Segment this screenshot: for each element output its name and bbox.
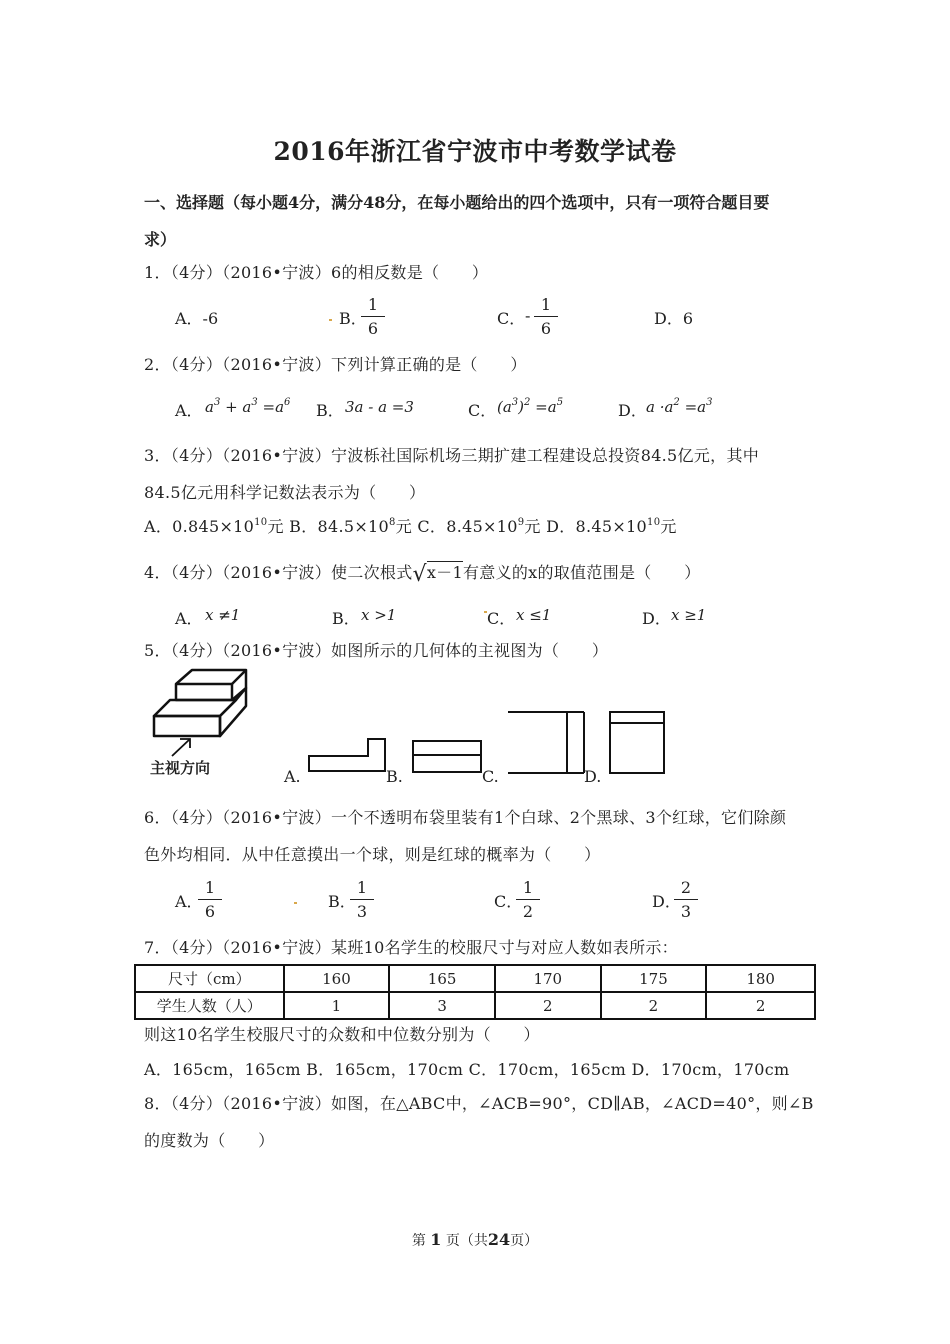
q2-option-d-expression: $a \cdot a^2 =a^3$ bbox=[646, 397, 713, 416]
footer-middle: 页（共 bbox=[445, 1233, 488, 1249]
q6-option-a-fraction bbox=[198, 880, 222, 920]
q5-option-a-label: A. bbox=[284, 767, 301, 786]
fraction-denominator: 3 bbox=[356, 902, 368, 921]
table-header-cell: 尺寸（cm） bbox=[135, 965, 284, 992]
q2-option-d-label: D． bbox=[618, 401, 647, 420]
page-number: 1 bbox=[430, 1230, 442, 1249]
fraction-numerator: 1 bbox=[361, 297, 385, 317]
question-3-line1: 3．（4分）（2016•宁波）宁波栎社国际机场三期扩建工程建设总投资84.5亿元，其中 bbox=[144, 446, 760, 465]
q1-option-c-fraction bbox=[534, 297, 558, 337]
q2-option-a-label: A． bbox=[175, 401, 203, 420]
q2-option-c-label: C． bbox=[468, 401, 497, 420]
q5-option-b-figure bbox=[410, 738, 484, 776]
geometric-solid-figure bbox=[148, 666, 258, 746]
yuan-unit: 元 bbox=[267, 517, 284, 536]
question-2-stem: 2．（4分）（2016•宁波）下列计算正确的是（ ） bbox=[144, 355, 527, 374]
q5-option-b-label: B. bbox=[386, 767, 403, 786]
q1-option-d: D．6 bbox=[654, 309, 694, 328]
view-direction-label: 主视方向 bbox=[150, 759, 211, 777]
section-heading-line2: 求） bbox=[144, 230, 177, 249]
q4-option-c-label: C． bbox=[487, 609, 516, 628]
q3-option-a-exponent: 10 bbox=[254, 517, 268, 528]
question-3-line2: 84.5亿元用科学记数法表示为（ ） bbox=[144, 483, 426, 502]
yuan-unit: 元 bbox=[395, 517, 412, 536]
footer-suffix: 页） bbox=[510, 1233, 539, 1249]
q4-option-a-label: A． bbox=[175, 609, 203, 628]
q4-option-b-label: B． bbox=[332, 609, 360, 628]
q3-option-d: D．8.45×10 bbox=[546, 517, 648, 536]
table-header-cell: 学生人数（人） bbox=[135, 992, 284, 1019]
q6-option-d-fraction bbox=[674, 880, 698, 920]
q2-option-b-expression: 3a - a =3 bbox=[345, 398, 414, 416]
fraction-numerator: 1 bbox=[516, 880, 540, 900]
table-cell: 165 bbox=[389, 965, 495, 992]
fraction-numerator: 2 bbox=[674, 880, 698, 900]
q5-option-d-figure bbox=[607, 709, 667, 777]
q3-option-c-exponent: 9 bbox=[517, 517, 525, 528]
section-heading-line1: 一、选择题（每小题4分，满分48分，在每小题给出的四个选项中，只有一项符合题目要 bbox=[144, 193, 770, 212]
table-row bbox=[135, 992, 815, 1019]
q6-option-b-label: B． bbox=[328, 892, 356, 911]
question-4-stem bbox=[144, 560, 701, 587]
q4-option-b-expression: x >1 bbox=[361, 606, 397, 624]
question-7-stem: 7．（4分）（2016•宁波）某班10名学生的校服尺寸与对应人数如表所示： bbox=[144, 938, 678, 957]
q1-option-b-fraction bbox=[361, 297, 385, 337]
table-cell: 170 bbox=[495, 965, 601, 992]
table-cell: 2 bbox=[601, 992, 707, 1019]
total-pages: 24 bbox=[487, 1230, 511, 1249]
yuan-unit: 元 bbox=[660, 517, 677, 536]
q3-options bbox=[144, 514, 677, 537]
fraction-numerator: 1 bbox=[534, 297, 558, 317]
fraction-denominator: 6 bbox=[204, 902, 216, 921]
fraction-denominator: 6 bbox=[540, 319, 552, 338]
question-8-line1: 8．（4分）（2016•宁波）如图，在△ABC中，∠ACB=90°，CD∥AB，∠ACD=40°，则∠B bbox=[144, 1094, 814, 1113]
question-5-stem: 5．（4分）（2016•宁波）如图所示的几何体的主视图为（ ） bbox=[144, 641, 609, 660]
fraction-denominator: 3 bbox=[680, 902, 692, 921]
footer-prefix: 第 bbox=[411, 1233, 426, 1249]
q3-option-b: B．84.5×10 bbox=[289, 517, 390, 536]
q6-option-a-label: A． bbox=[175, 892, 203, 911]
q4-option-d-label: D． bbox=[642, 609, 671, 628]
fraction-numerator: 1 bbox=[198, 880, 222, 900]
fraction-denominator: 2 bbox=[522, 902, 534, 921]
fraction-numerator: 1 bbox=[350, 880, 374, 900]
q4-option-d-expression: x ≥1 bbox=[671, 606, 707, 624]
q1-option-c-sign: - bbox=[525, 306, 531, 325]
table-cell: 2 bbox=[495, 992, 601, 1019]
q2-option-b-label: B． bbox=[316, 401, 344, 420]
q4-radicand: x－1 bbox=[426, 563, 463, 582]
table-cell: 2 bbox=[706, 992, 815, 1019]
q7-options: A．165cm，165cm B．165cm，170cm C．170cm，165cm D．170cm，170cm bbox=[144, 1060, 790, 1079]
table-cell: 160 bbox=[284, 965, 390, 992]
q6-option-c-label: C． bbox=[494, 892, 523, 911]
q3-option-c: C．8.45×10 bbox=[417, 517, 518, 536]
q4-stem-suffix: 有意义的x的取值范围是（ ） bbox=[462, 563, 701, 582]
q2-option-c-expression: $(a^3)^2 =a^5$ bbox=[497, 397, 564, 416]
page-title: 2016年浙江省宁波市中考数学试卷 bbox=[273, 137, 677, 166]
q5-option-c-figure bbox=[505, 709, 587, 777]
q2-option-a-expression: $a^3 + a^3 =a^6$ bbox=[205, 397, 291, 416]
scan-speck bbox=[329, 319, 332, 321]
q6-option-b-fraction bbox=[350, 880, 374, 920]
question-8-line2: 的度数为（ ） bbox=[144, 1131, 275, 1150]
q5-option-a-figure bbox=[306, 736, 388, 776]
fraction-denominator: 6 bbox=[367, 319, 379, 338]
question-6-line2: 色外均相同．从中任意摸出一个球，则是红球的概率为（ ） bbox=[144, 845, 601, 864]
question-6-line1: 6．（4分）（2016•宁波）一个不透明布袋里装有1个白球、2个黑球、3个红球，它们除颜 bbox=[144, 808, 787, 827]
q3-option-d-exponent: 10 bbox=[647, 517, 661, 528]
page-footer bbox=[0, 1230, 950, 1250]
table-cell: 180 bbox=[706, 965, 815, 992]
q1-option-c-label: C． bbox=[497, 309, 526, 328]
q4-option-c-expression: x ≤1 bbox=[516, 606, 552, 624]
question-1-stem: 1．（4分）（2016•宁波）6的相反数是（ ） bbox=[144, 263, 489, 282]
question-7-followup: 则这10名学生校服尺寸的众数和中位数分别为（ ） bbox=[144, 1025, 540, 1044]
q4-stem-prefix: 4．（4分）（2016•宁波）使二次根式 bbox=[144, 563, 413, 582]
yuan-unit: 元 bbox=[524, 517, 541, 536]
table-cell: 175 bbox=[601, 965, 707, 992]
table-cell: 1 bbox=[284, 992, 390, 1019]
q6-option-c-fraction bbox=[516, 880, 540, 920]
q6-option-d-label: D． bbox=[652, 892, 681, 911]
sqrt-sign-icon: √ bbox=[412, 562, 427, 587]
q1-option-b-label: B． bbox=[339, 309, 367, 328]
table-row bbox=[135, 965, 815, 992]
uniform-size-table bbox=[134, 964, 816, 1020]
q1-option-a: A．-6 bbox=[175, 309, 219, 328]
q3-option-b-exponent: 8 bbox=[389, 517, 396, 528]
q5-option-d-label: D. bbox=[584, 767, 602, 786]
table-cell: 3 bbox=[389, 992, 495, 1019]
q4-option-a-expression: x ≠1 bbox=[205, 606, 241, 624]
scan-speck bbox=[294, 902, 297, 904]
q5-option-c-label: C. bbox=[482, 767, 499, 786]
q3-option-a: A．0.845×10 bbox=[144, 517, 255, 536]
